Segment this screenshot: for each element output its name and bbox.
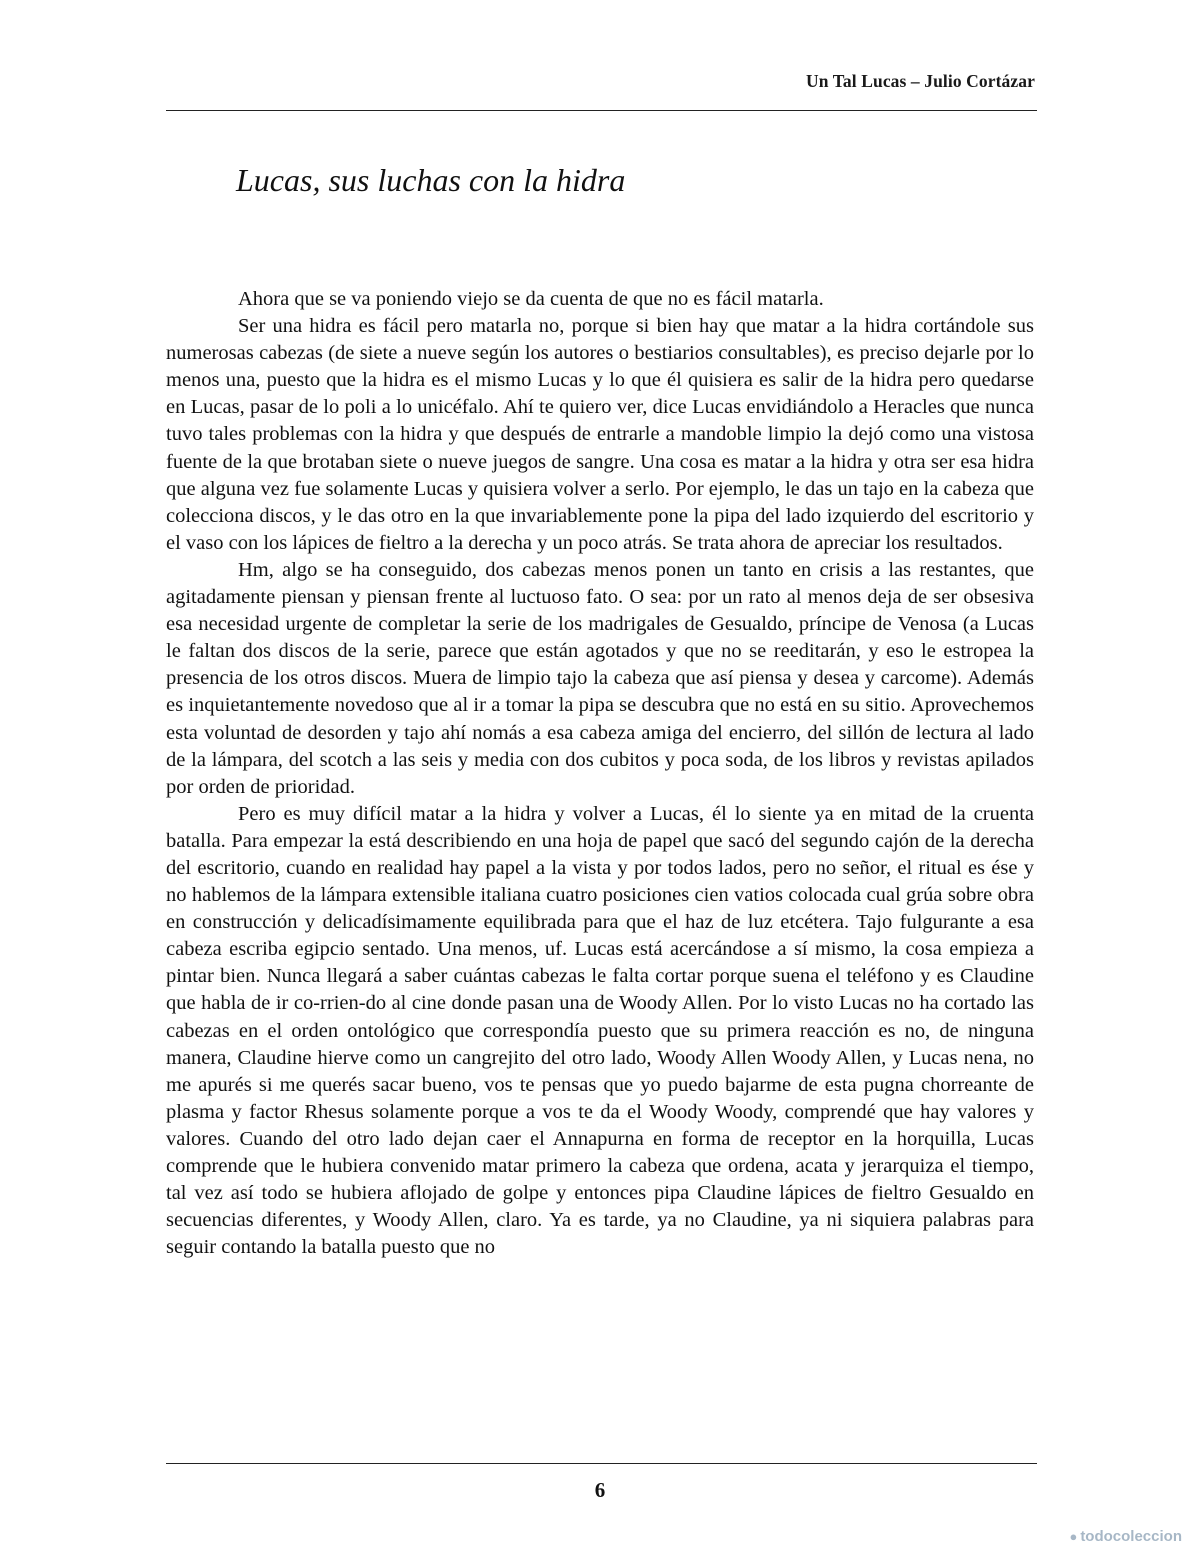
running-header-title: Un Tal Lucas – Julio Cortázar xyxy=(806,71,1035,91)
footer-rule xyxy=(166,1463,1037,1464)
page-number: 6 xyxy=(594,1478,606,1502)
watermark xyxy=(1069,1528,1182,1545)
paragraph: Ser una hidra es fácil pero matarla no, porque si bien hay que matar a la hidra cortándole sus numerosas cabezas (de siete a nueve según los autores o bestiarios consultables), es preciso dejarle por lo menos una, puesto que la hidra es el mismo Lucas y lo que él quisiera es salir de la hidra pero quedarse en Lucas, pasar de lo poli a lo unicéfalo. Ahí te quiero ver, dice Lucas envidiándolo a Heracles que nunca tuvo tales problemas con la hidra y que después de entrarle a mandoble limpio la dejó como una vistosa fuente de la que brotaban siete o nueve juegos de sangre. Una cosa es matar a la hidra y otra ser esa hidra que alguna vez fue solamente Lucas y quisiera volver a serlo. Por ejemplo, le das un tajo en la cabeza que colecciona discos, y le das otro en la que invariablemente pone la pipa del lado izquierdo del escritorio y el vaso con los lápices de fieltro a la derecha y un poco atrás. Se trata ahora de apreciar los resultados. xyxy=(166,315,1034,554)
watermark-logo-icon: ● xyxy=(1069,1529,1078,1544)
paragraph: Hm, algo se ha conseguido, dos cabezas menos ponen un tanto en crisis a las restantes, que agitadamente piensan y piensan frente al luctuoso fato. O sea: por un rato al menos deja de ser obsesiva esa necesidad urgente de completar la serie de los madrigales de Gesualdo, príncipe de Venosa (a Lucas le faltan dos discos de la serie, parece que están agotados y que no se reeditarán, y eso le estropea la presencia de los otros discos. Muera de limpio tajo la cabeza que así piensa y desea y carcome). Además es inquietantemente novedoso que al ir a tomar la pipa se descubra que no está en su sitio. Aprovechemos esta voluntad de desorden y tajo ahí nomás a esa cabeza amiga del encierro, del sillón de lectura al lado de la lámpara, del scotch a las seis y media con dos cubitos y poca soda, de los libros y revistas apilados por orden de prioridad. xyxy=(166,558,1034,798)
chapter-title: Lucas, sus luchas con la hidra xyxy=(236,162,626,198)
body-text xyxy=(166,286,1034,1261)
paragraph: Ahora que se va poniendo viejo se da cuenta de que no es fácil matarla. xyxy=(238,288,824,310)
header-rule xyxy=(166,110,1037,111)
watermark-text: todocoleccion xyxy=(1080,1528,1182,1545)
paragraph: Pero es muy difícil matar a la hidra y volver a Lucas, él lo siente ya en mitad de la cruenta batalla. Para empezar la está describiendo en una hoja de papel que sacó del segundo cajón de la derecha del escritorio, cuando en realidad hay papel a la vista y por todos lados, pero no señor, el ritual es ése y no hablemos de la lámpara extensible italiana cuatro posiciones cien vatios colocada cual grúa sobre obra en construcción y delicadísimamente equilibrada para que el haz de luz etcétera. Tajo fulgurante a esa cabeza escriba egipcio sentado. Una menos, uf. Lucas está acercándose a sí mismo, la cosa empieza a pintar bien. Nunca llegará a saber cuántas cabezas le falta cortar porque suena el teléfono y es Claudine que habla de ir co-rrien-do al cine donde pasan una de Woody Allen. Por lo visto Lucas no ha cortado las cabezas en el orden ontológico que correspondía puesto que su primera reacción es no, de ninguna manera, Claudine hierve como un cangrejito del otro lado, Woody Allen Woody Allen, y Lucas nena, no me apurés si me querés sacar bueno, vos te pensas que yo puedo bajarme de esta pugna chorreante de plasma y factor Rhesus solamente porque a vos te da el Woody Woody, comprendé que hay valores y valores. Cuando del otro lado dejan caer el Annapurna en forma de receptor en la horquilla, Lucas comprende que le hubiera convenido matar primero la cabeza que ordena, acata y jerarquiza el tiempo, tal vez así todo se hubiera aflojado de golpe y entonces pipa Claudine lápices de fieltro Gesualdo en secuencias diferentes, y Woody Allen, claro. Ya es tarde, ya no Claudine, ya ni siquiera palabras para seguir contando la batalla puesto que no xyxy=(166,802,1034,1259)
